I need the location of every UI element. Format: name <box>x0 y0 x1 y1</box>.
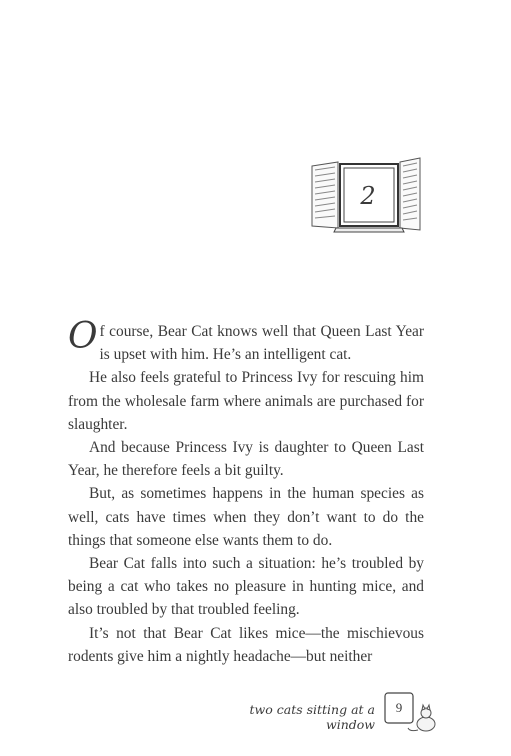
chapter-number: 2 <box>360 182 376 210</box>
body-text <box>68 316 424 668</box>
paragraph-6: It’s not that Bear Cat likes mice—the mischievous rodents give him a nightly headache—but neither <box>68 624 424 665</box>
paragraph-3: And because Princess Ivy is daughter to Queen Last Year, he therefore feels a bit guilty. <box>68 439 424 480</box>
paragraph-1-text: f course, Bear Cat knows well that Queen Last Year is upset with him. He’s an intelligent cat. <box>99 323 424 364</box>
paragraph-2: He also feels grateful to Princess Ivy for rescuing him from the wholesale farm where animals are purchased for slaughter. <box>68 369 424 433</box>
paragraph-4: But, as sometimes happens in the human species as well, cats have times when they don’t want to do the things that someone else wants them to do. <box>68 485 424 549</box>
page-number: 9 <box>395 700 403 715</box>
paragraph-5: Bear Cat falls into such a situation: he’s troubled by being a cat who takes no pleasure in hunting mice, and also troubled by that troubled feeling. <box>68 555 424 619</box>
running-title: two cats sitting at a window <box>249 702 375 732</box>
paragraph-1 <box>68 316 424 366</box>
cat-icon <box>408 705 435 731</box>
drop-cap: O <box>68 316 98 357</box>
